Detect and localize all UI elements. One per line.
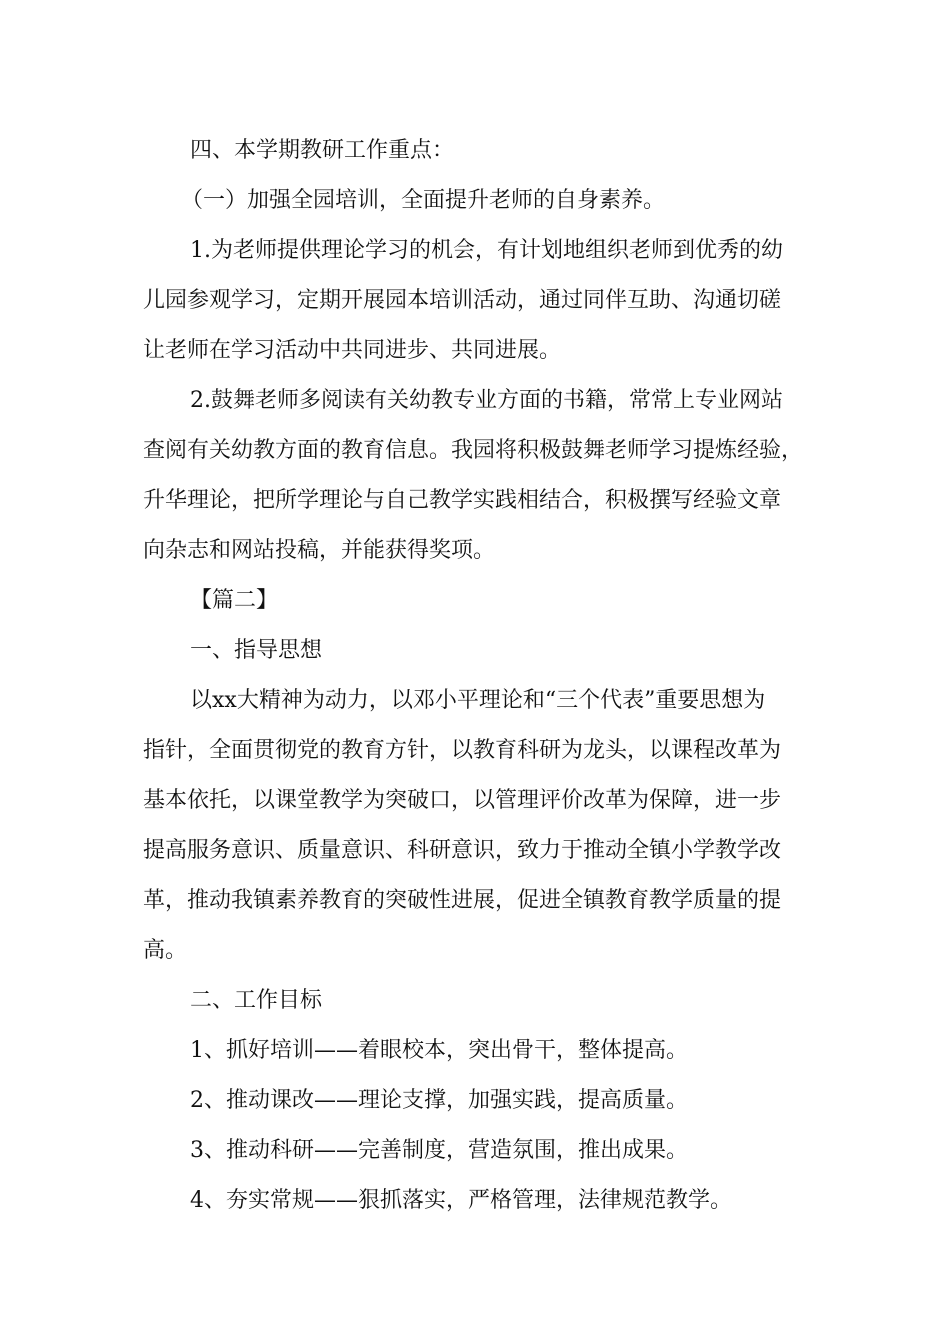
item-two-paragraph [143, 376, 819, 576]
section-one-paragraph [143, 676, 819, 976]
document-body [143, 126, 819, 1226]
part-two-heading: 【篇二】 [190, 588, 279, 613]
section-one-line: 指针，全面贯彻党的教育方针，以教育科研为龙头，以课程改革为 [143, 738, 782, 763]
section-two-title: 二、工作目标 [190, 988, 323, 1013]
item-one-line: 儿园参观学习，定期开展园本培训活动，通过同伴互助、沟通切磋 [143, 288, 782, 313]
section-one-line: 以xx大精神为动力，以邓小平理论和“三个代表”重要思想为 [190, 688, 766, 713]
item-two-line: 向杂志和网站投稿，并能获得奖项。 [143, 538, 496, 563]
goal-item: 4、夯实常规——狠抓落实，严格管理，法律规范教学。 [190, 1188, 732, 1213]
goal-item: 2、推动课改——理论支撑，加强实践，提高质量。 [190, 1088, 688, 1113]
section-one-line: 高。 [143, 938, 188, 963]
item-one-line: 让老师在学习活动中共同进步、共同进展。 [143, 338, 562, 363]
item-one-line: 1.为老师提供理论学习的机会，有计划地组织老师到优秀的幼 [190, 238, 783, 263]
item-two-line: 2.鼓舞老师多阅读有关幼教专业方面的书籍，常常上专业网站 [190, 388, 783, 413]
section-one-title: 一、指导思想 [190, 638, 323, 663]
goals-list [143, 1026, 819, 1226]
heading-four: 四、本学期教研工作重点： [190, 138, 455, 163]
goal-item: 1、抓好培训——着眼校本，突出骨干，整体提高。 [190, 1038, 688, 1063]
goal-item: 3、推动科研——完善制度，营造氛围，推出成果。 [190, 1138, 688, 1163]
item-one-paragraph [143, 226, 819, 376]
section-one-line: 革，推动我镇素养教育的突破性进展，促进全镇教育教学质量的提 [143, 888, 782, 913]
item-two-line: 查阅有关幼教方面的教育信息。我园将积极鼓舞老师学习提炼经验， [143, 438, 804, 463]
section-one-line: 提高服务意识、质量意识、科研意识，致力于推动全镇小学教学改 [143, 838, 782, 863]
section-one-line: 基本依托，以课堂教学为突破口，以管理评价改革为保障，进一步 [143, 788, 782, 813]
item-two-line: 升华理论，把所学理论与自己教学实践相结合，积极撰写经验文章 [143, 488, 782, 513]
sub-heading-one: （一）加强全园培训，全面提升老师的自身素养。 [181, 188, 666, 213]
